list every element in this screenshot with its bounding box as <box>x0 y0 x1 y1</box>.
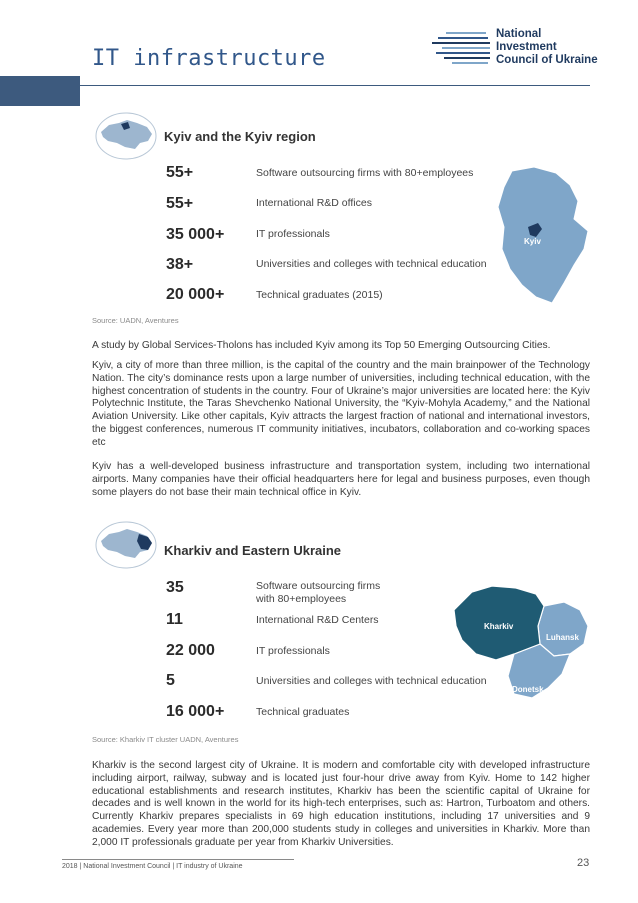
kyiv-region-map <box>494 165 594 307</box>
section-title-kharkiv: Kharkiv and Eastern Ukraine <box>164 543 342 558</box>
map-label-luhansk: Luhansk <box>546 633 579 642</box>
stat-label: International R&D offices <box>256 197 372 209</box>
paragraph-kyiv-2: Kyiv, a city of more than three million, is the capital of the country and the main brainpower of the Technology Nation. The city’s dominance rests upon a large number of universities, including technical education, with the highest concentration of students in the country. Four of Ukraine’s major universities are located here: the Kyiv Polytechnic Institute, the Taras Shevchenko National University, the “Kyiv-Mohyla Academy,” and the National Aviation University. Like other capitals, Kyiv attracts the largest fraction of national and international investors, the biggest conferences, numerous IT community initiatives, incubators, collaboration and co-working spaces etc <box>92 360 590 448</box>
logo-line-2: Investment <box>496 41 557 53</box>
map-label-donetsk: Donetsk <box>512 685 544 694</box>
stat-value: 38+ <box>166 256 194 273</box>
section-tab-marker <box>0 76 80 106</box>
map-label-kyiv: Kyiv <box>524 237 541 246</box>
page-title: IT infrastructure <box>92 46 326 71</box>
eastern-ukraine-map <box>452 582 594 702</box>
logo-stripes-icon <box>432 30 492 70</box>
stat-value: 11 <box>166 611 183 628</box>
stat-label: Software outsourcing firms with 80+employees <box>256 580 381 605</box>
header-rule <box>80 85 590 86</box>
stat-value: 22 000 <box>166 642 215 659</box>
stat-label: Technical graduates (2015) <box>256 289 383 301</box>
paragraph-kharkiv-1: Kharkiv is the second largest city of Ukraine. It is modern and comfortable city with developed infrastructure including airport, railway, subway and is located just four-hour drive away from Kyiv. Home to 142 higher educational establishments and research institutes, Kharkiv has been the scientific capital of Ukraine for decades and is well known in the world for its high-tech enterprises, such as: Hartron, Turboatom and others. Currently Kharkiv prepares specialists in 69 high education institutions, including 17 universities and 9 academies. Every year more than 200,000 students study in colleges and universities in Kharkiv. More than 2,000 IT professionals graduate per year from Kharkiv Universities. <box>92 760 590 848</box>
footer-rule <box>62 859 294 860</box>
source-note-kyiv: Source: UADN, Aventures <box>92 316 179 325</box>
stat-label: IT professionals <box>256 645 330 657</box>
ukraine-mini-map-kyiv-icon <box>95 112 157 160</box>
stat-label: International R&D Centers <box>256 614 379 626</box>
stat-value: 16 000+ <box>166 703 225 720</box>
stat-label: IT professionals <box>256 228 330 240</box>
stat-label: Universities and colleges with technical education <box>256 675 487 687</box>
page-number: 23 <box>577 857 590 869</box>
stat-value: 55+ <box>166 195 194 212</box>
footer-text: 2018 | National Investment Council | IT industry of Ukraine <box>62 863 243 870</box>
stat-value: 55+ <box>166 164 194 181</box>
stat-label: Software outsourcing firms with 80+employees <box>256 167 474 179</box>
ukraine-mini-map-kharkiv-icon <box>95 521 157 569</box>
brand-logo-text <box>496 28 598 67</box>
stat-value: 5 <box>166 672 175 689</box>
source-note-kharkiv: Source: Kharkiv IT cluster UADN, Aventures <box>92 735 239 744</box>
stat-label: Universities and colleges with technical education <box>256 258 487 270</box>
map-label-kharkiv: Kharkiv <box>484 622 514 631</box>
logo-line-1: National <box>496 28 542 40</box>
stat-label: Technical graduates <box>256 706 350 718</box>
logo-line-3: Council of Ukraine <box>496 54 598 66</box>
paragraph-kyiv-3: Kyiv has a well-developed business infrastructure and transportation system, including two international airports. Many companies have their official headquarters here for legal and business purposes, even though some players do not base their main technical office in Kyiv. <box>92 461 590 498</box>
stat-value: 35 000+ <box>166 226 225 243</box>
section-title-kyiv: Kyiv and the Kyiv region <box>164 129 316 144</box>
paragraph-kyiv-1: A study by Global Services-Tholons has included Kyiv among its Top 50 Emerging Outsourcing Cities. <box>92 340 551 351</box>
stat-value: 20 000+ <box>166 286 225 303</box>
stat-value: 35 <box>166 579 184 596</box>
